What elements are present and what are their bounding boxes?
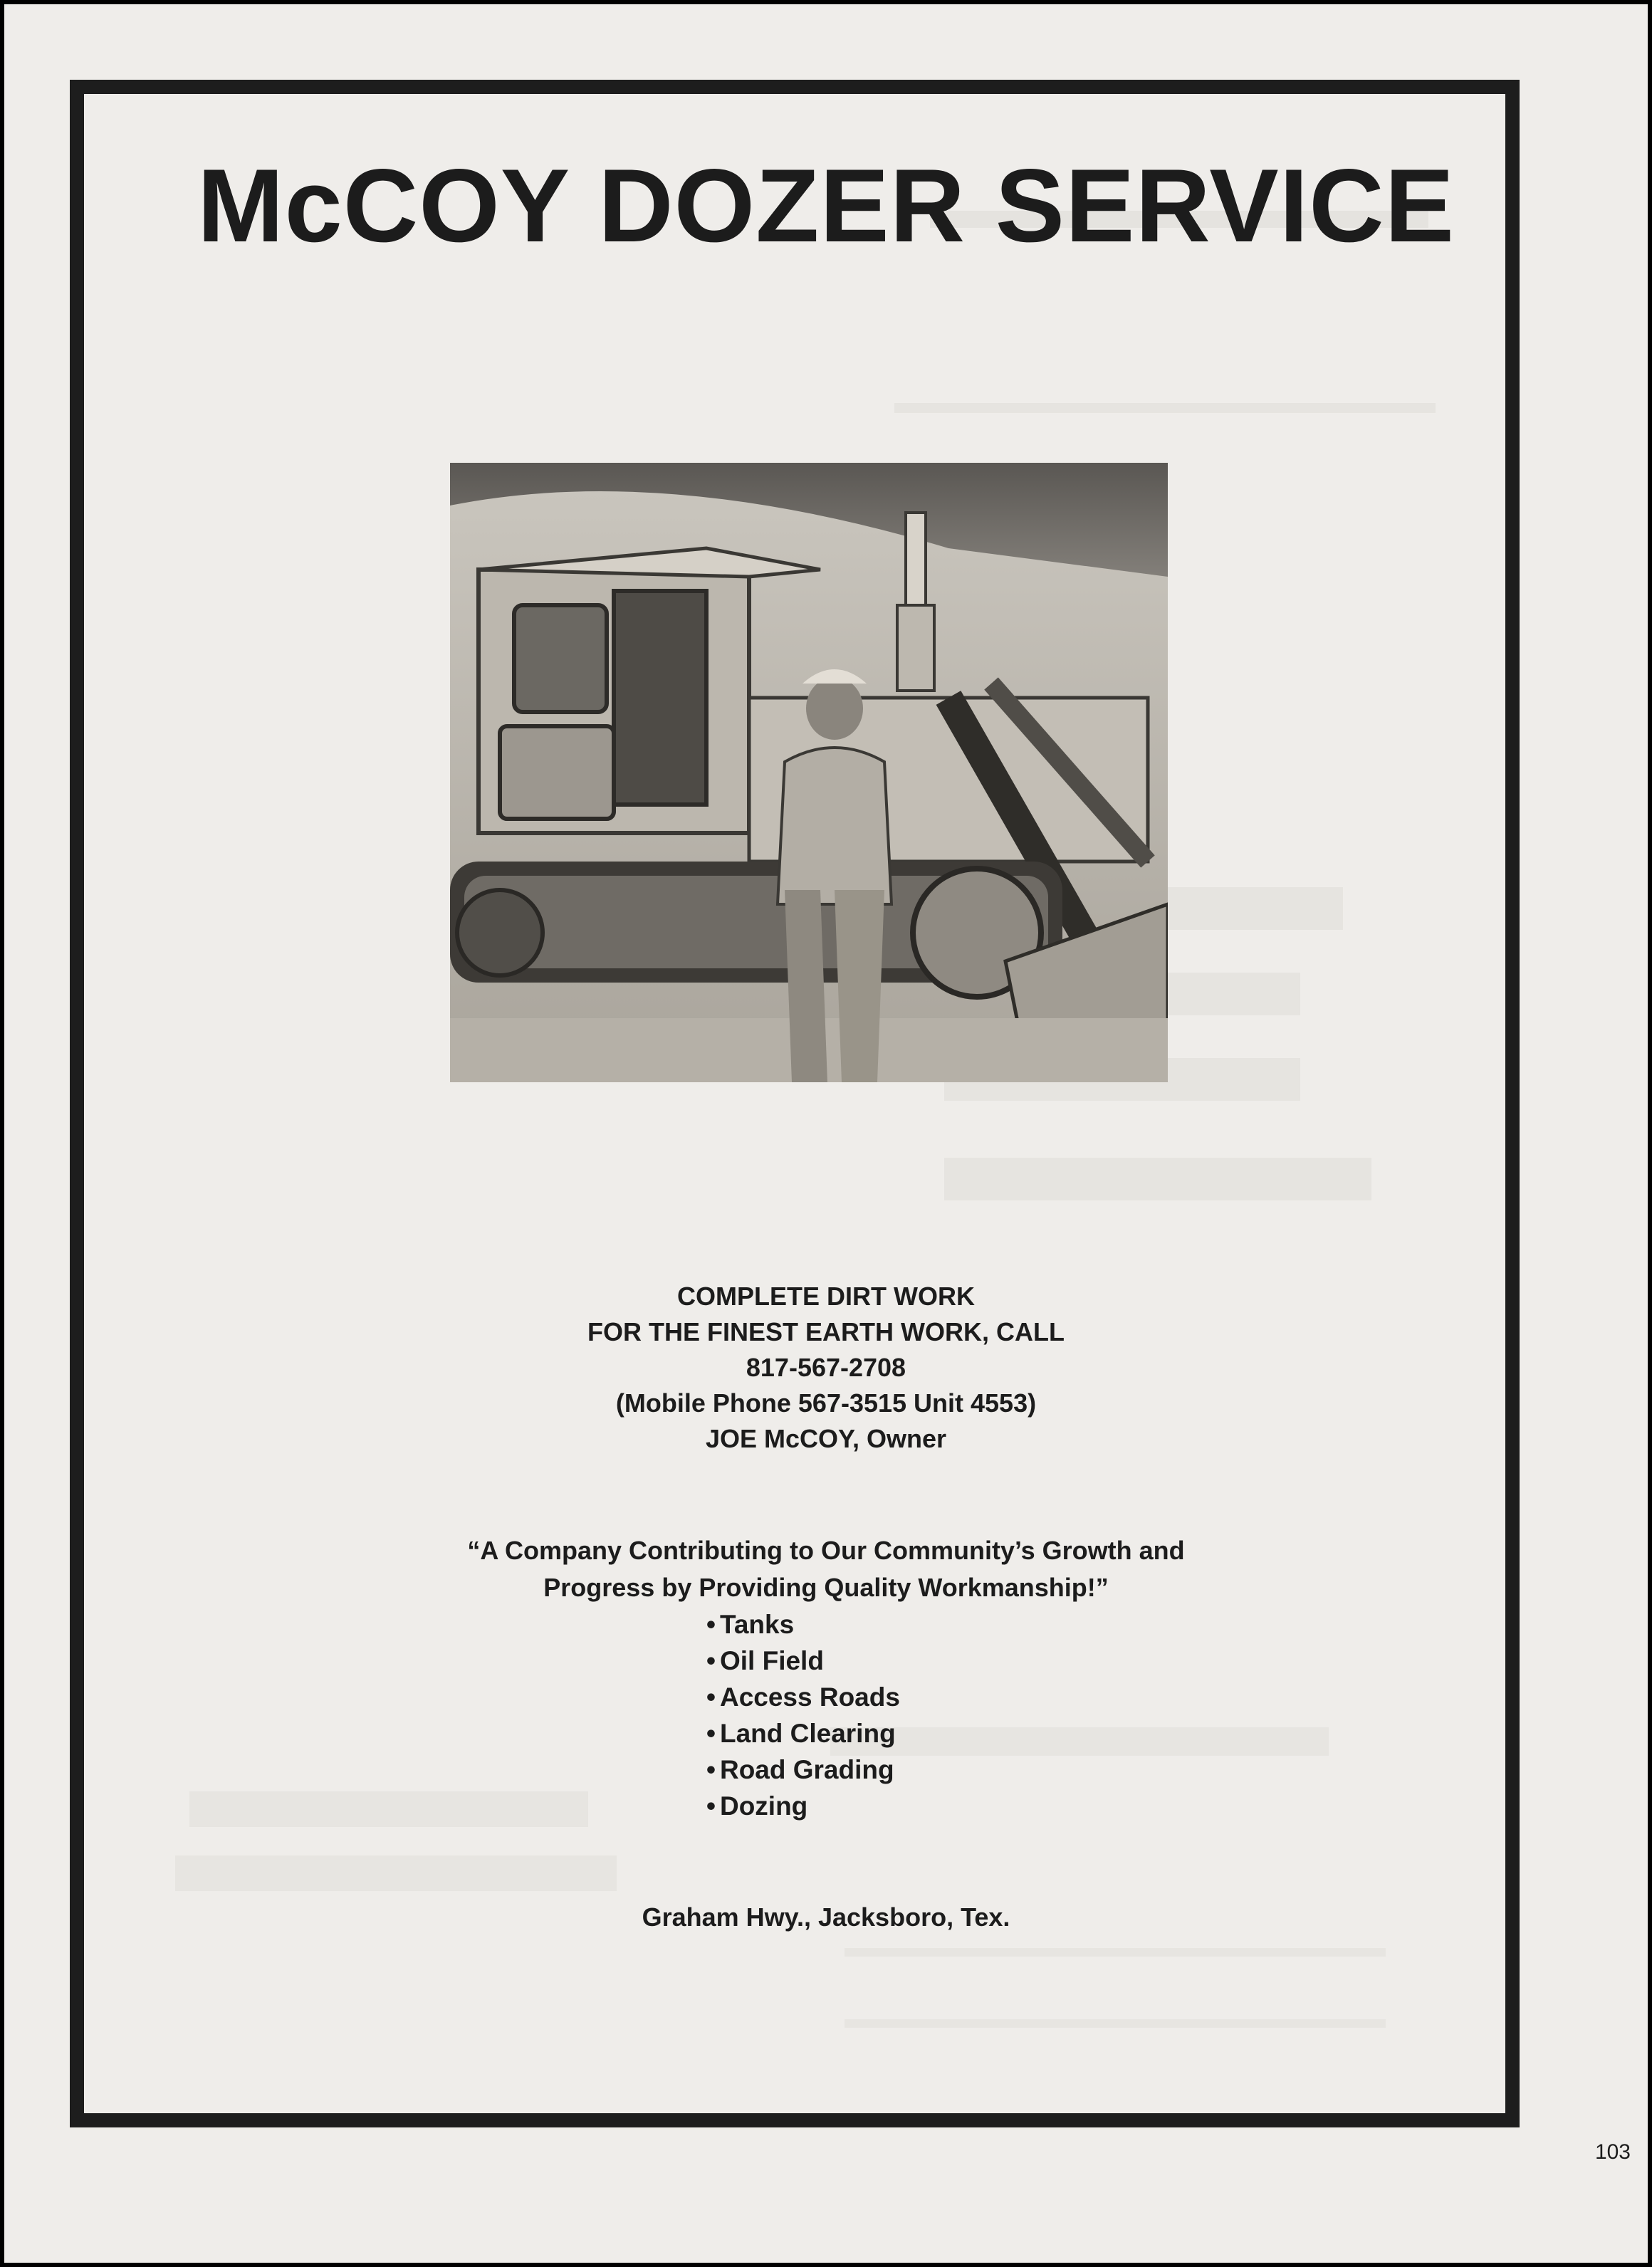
- bulldozer-photo-icon: [450, 463, 1168, 1082]
- bulldozer-photo: [450, 463, 1168, 1082]
- contact-info: [4, 1279, 1648, 1457]
- slogan: [4, 1532, 1648, 1606]
- service-item: • Land Clearing: [706, 1715, 900, 1752]
- slogan-line: Progress by Providing Quality Workmanship!”: [543, 1573, 1109, 1602]
- owner-name: JOE McCOY, Owner: [705, 1424, 947, 1453]
- service-item: • Tanks: [706, 1606, 900, 1643]
- phone-number: 817-567-2708: [746, 1353, 906, 1382]
- info-line: FOR THE FINEST EARTH WORK, CALL: [587, 1317, 1065, 1346]
- business-address: Graham Hwy., Jacksboro, Tex.: [642, 1902, 1010, 1932]
- slogan-line: “A Company Contributing to Our Community’s Growth and: [467, 1536, 1185, 1565]
- service-item: • Road Grading: [706, 1752, 900, 1788]
- services-list: [706, 1606, 900, 1824]
- service-item: • Dozing: [706, 1788, 900, 1824]
- info-line: COMPLETE DIRT WORK: [677, 1282, 975, 1311]
- service-item: • Access Roads: [706, 1679, 900, 1715]
- service-item: • Oil Field: [706, 1643, 900, 1679]
- mobile-phone: (Mobile Phone 567-3515 Unit 4553): [615, 1388, 1037, 1418]
- page-number: 103: [1594, 2140, 1631, 2164]
- page: [4, 4, 1648, 2263]
- ad-title: McCOY DOZER SERVICE: [197, 147, 1455, 263]
